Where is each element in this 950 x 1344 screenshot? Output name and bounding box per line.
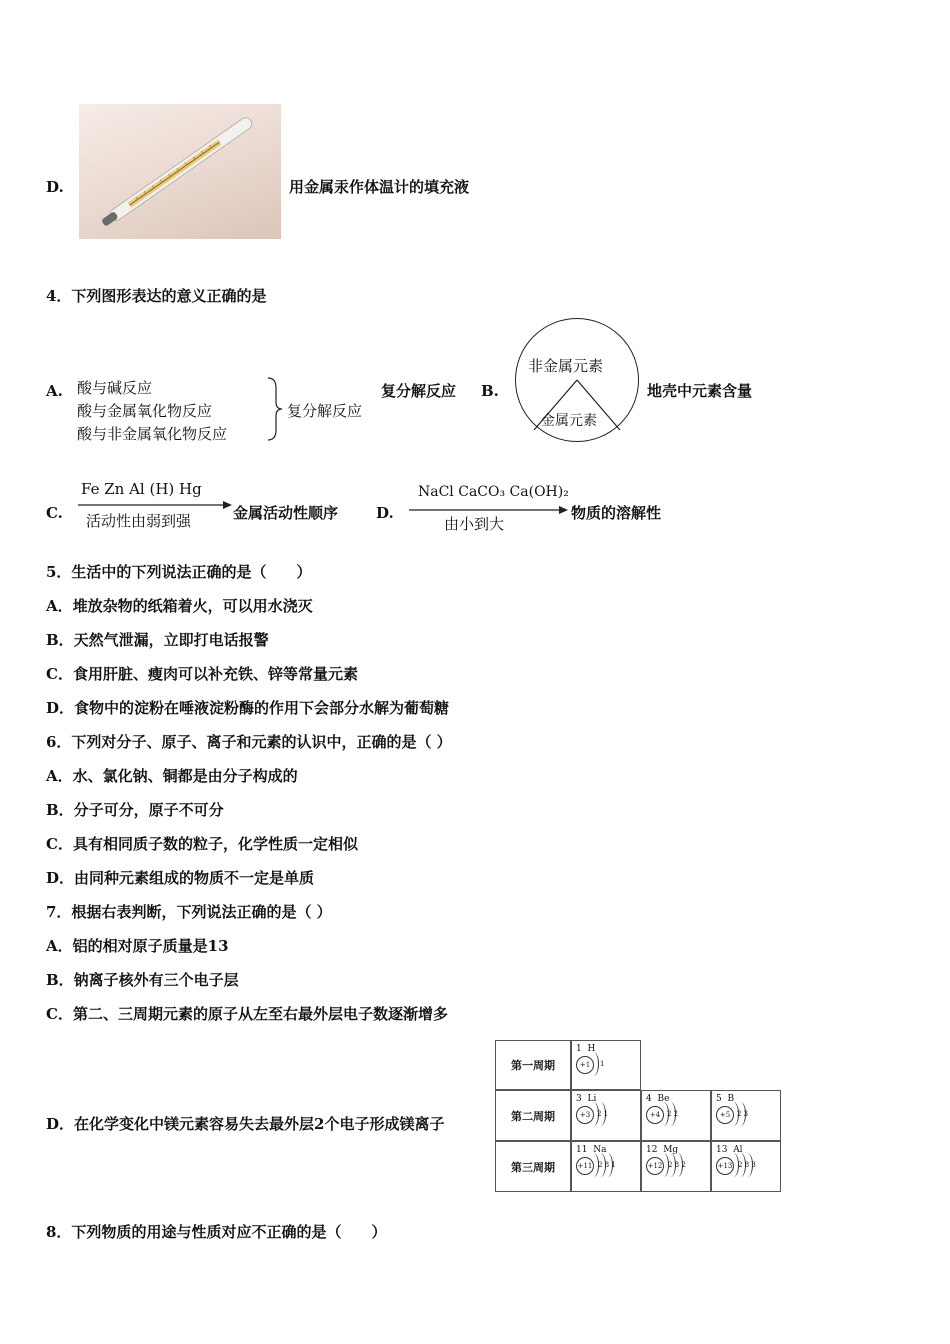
element-cell-li: 3 Li +3 2 1 [571,1090,641,1141]
brace-icon [264,376,284,442]
q5-option-b: B．天然气泄漏，立即打电话报警 [46,631,269,649]
q6-option-c: C．具有相同质子数的粒子，化学性质一定相似 [46,835,358,853]
q5-option-a: A．堆放杂物的纸箱着火，可以用水浇灭 [46,597,313,615]
q5-option-c: C．食用肝脏、瘦肉可以补充铁、锌等常量元素 [46,665,358,683]
q4-d-caption: 物质的溶解性 [571,504,662,522]
q4-b-bottom: 金属元素 [541,413,597,429]
element-cell-mg: 12 Mg +12 2 8 2 [641,1141,711,1192]
q7-option-d: D．在化学变化中镁元素容易失去最外层2个电子形成镁离子 [46,1115,445,1133]
q4-a-label: A. [46,382,63,400]
q4-stem: 4．下列图形表达的意义正确的是 [46,287,267,305]
thermometer-photo [79,104,281,239]
q4-a-line-3: 酸与非金属氧化物反应 [77,425,228,443]
q7-stem: 7．根据右表判断，下列说法正确的是（ ） [46,903,332,921]
q4-a-brace-text: 复分解反应 [287,402,363,420]
q4-c-below: 活动性由弱到强 [86,512,192,530]
element-cell-al: 13 Al +13 2 8 3 [711,1141,781,1192]
q8-stem: 8．下列物质的用途与性质对应不正确的是（ ） [46,1223,387,1241]
q4-c-above: Fe Zn Al (H) Hg [81,480,202,498]
q4-d-label: D. [376,504,394,522]
q4-c-label: C. [46,504,63,522]
period-label: 第三周期 [495,1141,571,1192]
element-cell-be: 4 Be +4 2 2 [641,1090,711,1141]
q7-option-b: B．钠离子核外有三个电子层 [46,971,239,989]
q3-option-d-text: 用金属汞作体温计的填充液 [289,178,470,196]
q4-a-line-1: 酸与碱反应 [77,379,153,397]
periodic-table-excerpt [495,1040,781,1192]
q4-b-top: 非金属元素 [528,357,604,375]
period-label: 第一周期 [495,1040,571,1090]
q4-d-below: 由小到大 [444,515,505,533]
q7-option-c: C．第二、三周期元素的原子从左至右最外层电子数逐渐增多 [46,1005,448,1023]
q3-option-d-label: D. [46,178,64,196]
q7-option-a: A．铝的相对原子质量是13 [46,937,229,955]
period-label: 第二周期 [495,1090,571,1141]
q4-d-above: NaCl CaCO₃ Ca(OH)₂ [418,484,569,500]
q4-a-line-2: 酸与金属氧化物反应 [77,402,213,420]
element-cell-b: 5 B +5 2 3 [711,1090,781,1141]
q4-a-caption: 复分解反应 [381,382,457,400]
q5-stem: 5．生活中的下列说法正确的是（ ） [46,563,312,581]
q6-option-d: D．由同种元素组成的物质不一定是单质 [46,869,315,887]
element-cell-na: 11 Na +11 2 8 1 [571,1141,641,1192]
q6-option-a: A．水、氯化钠、铜都是由分子构成的 [46,767,298,785]
q4-b-caption: 地壳中元素含量 [647,382,753,400]
element-cell-h: 1 H +1 1 [571,1040,641,1090]
q4-b-label: B. [481,382,499,400]
q5-option-d: D．食物中的淀粉在唾液淀粉酶的作用下会部分水解为葡萄糖 [46,699,450,717]
q6-option-b: B．分子可分，原子不可分 [46,801,224,819]
q6-stem: 6．下列对分子、原子、离子和元素的认识中，正确的是（ ） [46,733,452,751]
q4-c-caption: 金属活动性顺序 [233,504,339,522]
crust-composition-diagram [515,318,639,442]
